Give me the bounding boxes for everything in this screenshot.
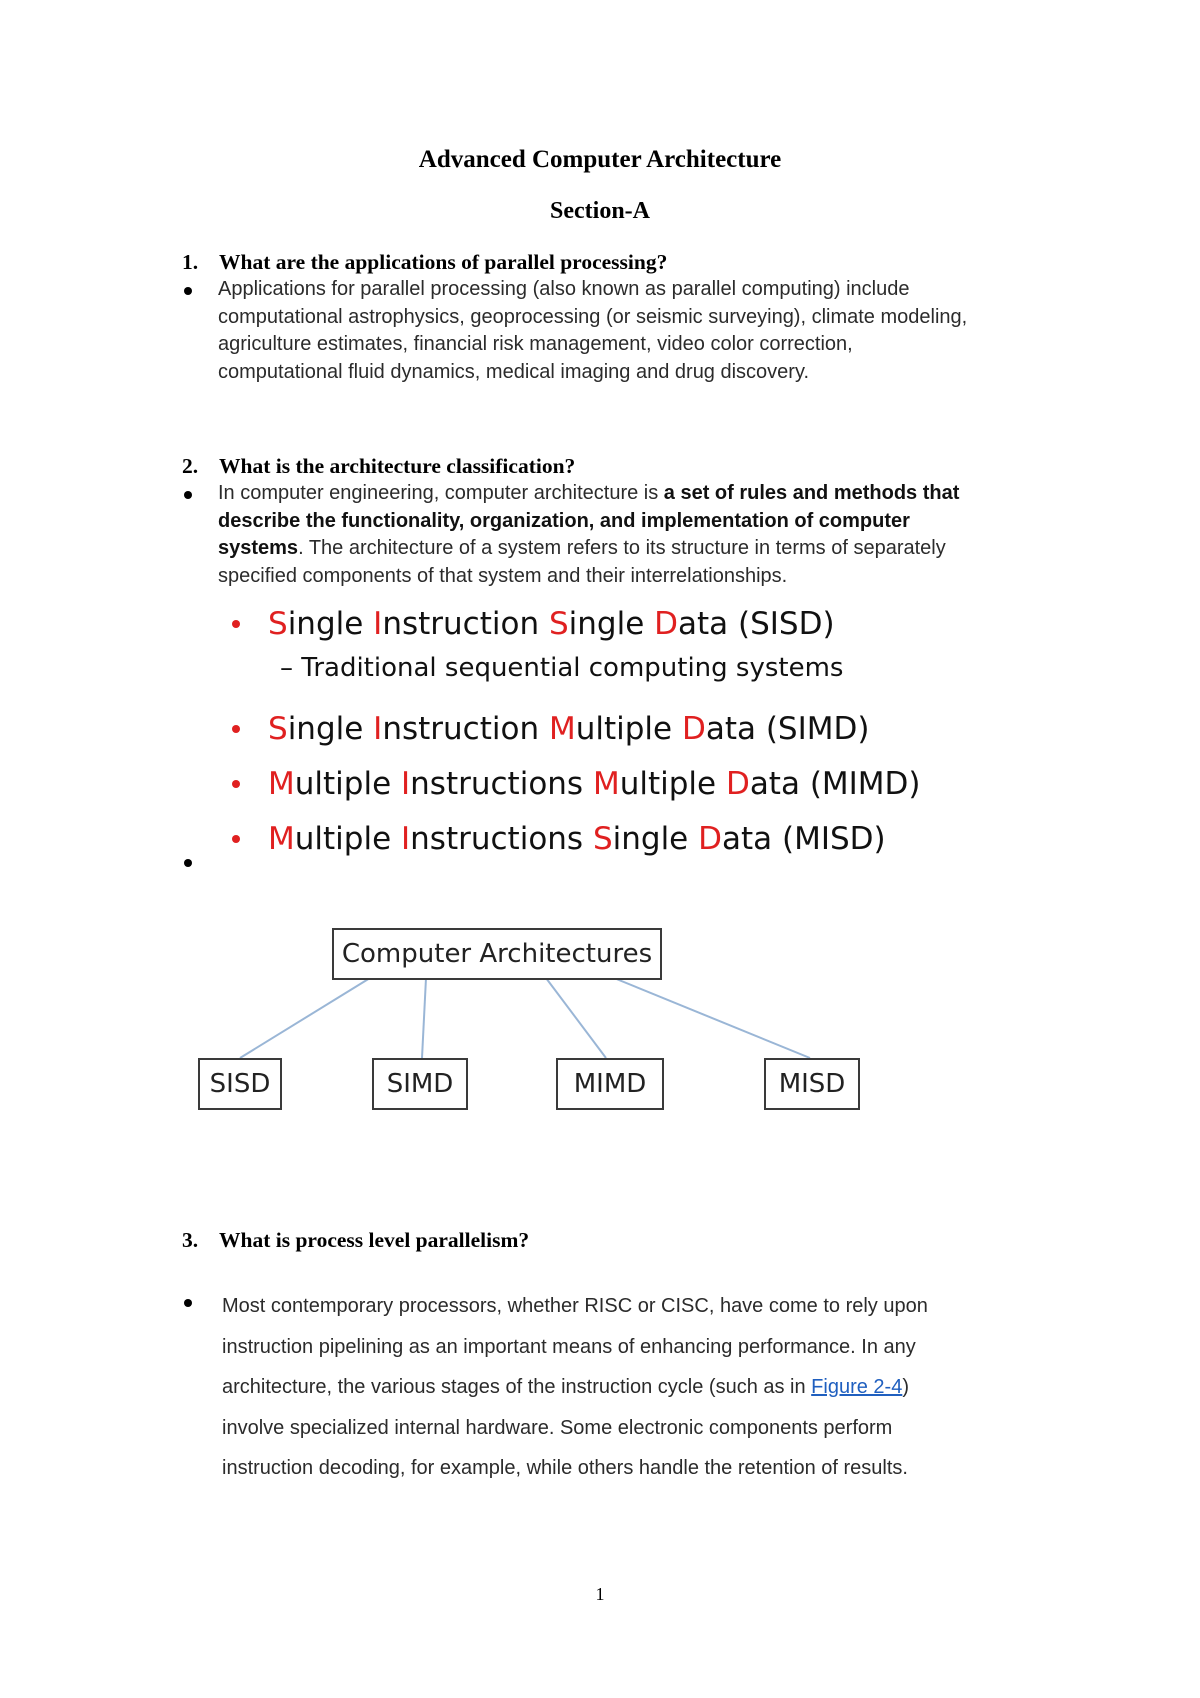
connector-line	[422, 978, 426, 1058]
initial-letter: D	[725, 766, 750, 802]
classification-sisd	[228, 604, 988, 659]
classification-misd	[228, 819, 988, 874]
answer-text: architecture, the various stages of the instruction cycle (such as in	[222, 1376, 812, 1398]
answer-line: Most contemporary processors, whether RISC or CISC, have come to rely upon	[222, 1295, 928, 1317]
word-rest: nstructions	[410, 766, 593, 802]
initial-letter: D	[681, 711, 706, 747]
page-number: 1	[595, 1584, 605, 1604]
question-number: 2.	[182, 454, 199, 478]
word-rest: nstruction	[382, 606, 549, 642]
answer-bold-text: systems	[218, 537, 299, 559]
answer-text: In computer engineering, computer architecture is	[218, 482, 664, 504]
answer-line: Applications for parallel processing (also known as parallel computing) include	[218, 278, 910, 300]
question-1	[182, 250, 667, 275]
answer-line: computational fluid dynamics, medical imaging and drug discovery.	[218, 360, 810, 383]
answer-line: computational astrophysics, geoprocessing (or seismic surveying), climate modeling,	[218, 305, 968, 328]
word-rest: ata (MIMD)	[749, 766, 921, 802]
word-rest: ultiple	[294, 821, 401, 857]
word-rest: nstruction	[382, 711, 549, 747]
word-rest: ingle	[287, 606, 374, 642]
bullet-icon	[184, 1299, 192, 1307]
child-node: SISD	[198, 1058, 282, 1110]
section-heading: Section-A	[550, 198, 650, 224]
word-rest: ingle	[568, 606, 655, 642]
bullet-icon	[184, 491, 192, 499]
red-bullet-icon	[232, 620, 240, 628]
document-title: Advanced Computer Architecture	[418, 146, 782, 173]
initial-letter: I	[373, 711, 383, 747]
red-bullet-icon	[232, 780, 240, 788]
question-number: 3.	[182, 1228, 199, 1252]
initial-letter: S	[592, 821, 613, 857]
word-rest: ata (SIMD)	[705, 711, 870, 747]
answer-text: specified components of that system and their interrelationships.	[218, 564, 788, 587]
word-rest: ingle	[287, 711, 374, 747]
initial-letter: S	[548, 606, 569, 642]
word-rest: ultiple	[294, 766, 401, 802]
answer-bold-text: describe the functionality, organization, and implementation of computer	[218, 509, 910, 532]
classification-sisd-note: – Traditional sequential computing systems	[280, 653, 844, 683]
bullet-icon	[184, 859, 192, 867]
child-node: MIMD	[556, 1058, 664, 1110]
answer-3	[222, 1286, 1072, 1489]
question-text: What is the architecture classification?	[219, 454, 576, 478]
word-rest: ata (SISD)	[678, 606, 835, 642]
word-rest: ultiple	[619, 766, 726, 802]
answer-bold-text: a set of rules and methods that	[663, 482, 960, 504]
initial-letter: M	[268, 766, 295, 802]
classification-mimd	[228, 764, 988, 819]
red-bullet-icon	[232, 835, 240, 843]
answer-line: instruction decoding, for example, while others handle the retention of results.	[222, 1457, 908, 1479]
red-bullet-icon	[232, 725, 240, 733]
initial-letter: M	[268, 821, 295, 857]
word-rest: ata (MISD)	[721, 821, 886, 857]
initial-letter: D	[654, 606, 678, 642]
question-3	[182, 1228, 529, 1253]
initial-letter: I	[401, 766, 411, 802]
question-2	[182, 454, 575, 479]
classification-list	[228, 604, 988, 874]
architecture-diagram	[190, 926, 890, 1126]
child-node: MISD	[764, 1058, 860, 1110]
initial-letter: S	[268, 711, 288, 747]
word-rest: ingle	[612, 821, 699, 857]
initial-letter: D	[698, 821, 722, 857]
classification-simd	[228, 709, 988, 764]
figure-link[interactable]: Figure 2-4	[811, 1376, 903, 1398]
question-number: 1.	[182, 250, 199, 274]
initial-letter: M	[592, 766, 620, 802]
child-node: SIMD	[372, 1058, 468, 1110]
question-text: What is process level parallelism?	[219, 1228, 530, 1252]
initial-letter: I	[401, 821, 411, 857]
answer-2	[218, 480, 1068, 590]
initial-letter: S	[268, 606, 288, 642]
initial-letter: M	[548, 711, 576, 747]
answer-1	[218, 276, 1068, 386]
word-rest: ultiple	[575, 711, 682, 747]
bullet-icon	[184, 287, 192, 295]
root-node: Computer Architectures	[332, 928, 662, 980]
answer-line: instruction pipelining as an important means of enhancing performance. In any	[222, 1335, 916, 1358]
answer-line: involve specialized internal hardware. Some electronic components perform	[222, 1416, 893, 1439]
connector-line	[614, 978, 810, 1058]
answer-text: . The architecture of a system refers to its structure in terms of separately	[298, 537, 946, 559]
initial-letter: I	[373, 606, 383, 642]
connector-line	[240, 978, 370, 1058]
answer-text: )	[902, 1376, 909, 1398]
answer-line: agriculture estimates, financial risk management, video color correction,	[218, 333, 853, 355]
question-text: What are the applications of parallel processing?	[219, 250, 668, 274]
connector-line	[546, 978, 606, 1058]
word-rest: nstructions	[410, 821, 593, 857]
